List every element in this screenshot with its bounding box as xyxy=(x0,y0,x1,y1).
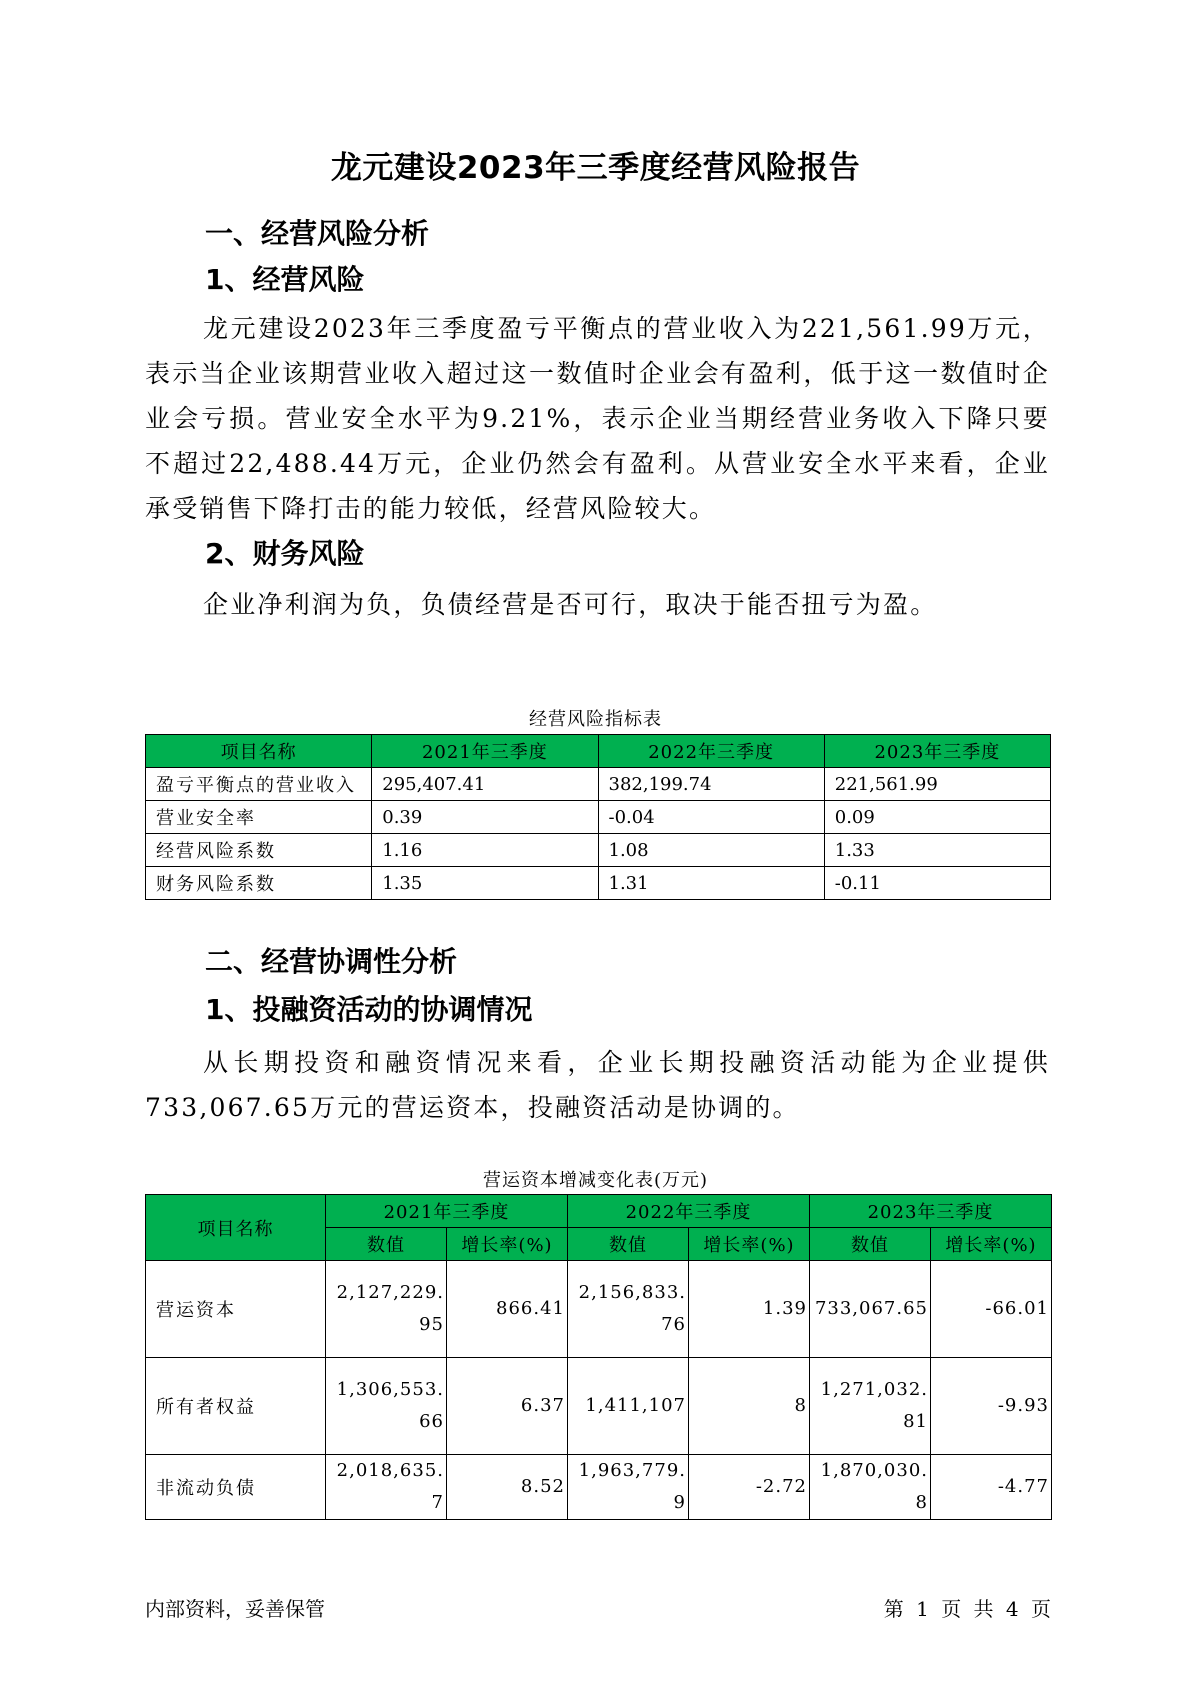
table-header-cell: 2022年三季度 xyxy=(598,735,824,768)
table-cell: 1.39 xyxy=(689,1261,810,1358)
table-header-cell: 项目名称 xyxy=(146,735,372,768)
table-cell: -2.72 xyxy=(689,1455,810,1520)
table-header-cell: 数值 xyxy=(326,1228,447,1261)
working-capital-table-caption: 营运资本增减变化表(万元) xyxy=(482,1170,709,1191)
table-row xyxy=(146,801,1051,834)
table-cell: -4.77 xyxy=(931,1455,1052,1520)
table-row xyxy=(146,1261,1052,1358)
table-row xyxy=(146,1455,1052,1520)
table-row xyxy=(146,1358,1052,1455)
table-header-cell: 数值 xyxy=(568,1228,689,1261)
table-cell: 1,963,779.9 xyxy=(568,1455,689,1520)
financing-paragraph: 从长期投资和融资情况来看，企业长期投融资活动能为企业提供733,067.65万元的营运资本，投融资活动是协调的。 xyxy=(145,1048,1050,1122)
risk-table-caption: 经营风险指标表 xyxy=(529,709,662,730)
table-cell: 非流动负债 xyxy=(146,1455,326,1520)
table-cell: 866.41 xyxy=(447,1261,568,1358)
risk-indicator-table xyxy=(145,734,1051,900)
table-header-cell: 2021年三季度 xyxy=(372,735,598,768)
table-header-cell: 2022年三季度 xyxy=(568,1195,810,1228)
operating-risk-paragraph: 龙元建设2023年三季度盈亏平衡点的营业收入为221,561.99万元，表示当企业该期营业收入超过这一数值时企业会有盈利，低于这一数值时企业会亏损。营业安全水平为9.21%，表示企业当期经营业务收入下降只要不超过22,488.44万元，企业仍然会有盈利。从营业安全水平来看，企业承受销售下降打击的能力较低，经营风险较大。 xyxy=(145,314,1050,523)
table-cell: 营运资本 xyxy=(146,1261,326,1358)
table-cell: -66.01 xyxy=(931,1261,1052,1358)
table-row xyxy=(146,768,1051,801)
section2-sub1-heading: 1、投融资活动的协调情况 xyxy=(205,993,533,1026)
table-cell: 6.37 xyxy=(447,1358,568,1455)
table-cell: 2,127,229.95 xyxy=(326,1261,447,1358)
table-cell: 1.33 xyxy=(824,834,1050,867)
table-header-cell: 2023年三季度 xyxy=(824,735,1050,768)
table-cell: 所有者权益 xyxy=(146,1358,326,1455)
table-header-cell: 数值 xyxy=(810,1228,931,1261)
table-cell: 盈亏平衡点的营业收入 xyxy=(146,768,372,801)
footer-confidential-note: 内部资料，妥善保管 xyxy=(145,1597,325,1621)
table-cell: 0.39 xyxy=(372,801,598,834)
table-header-cell: 增长率(%) xyxy=(931,1228,1052,1261)
table-header-cell: 2021年三季度 xyxy=(326,1195,568,1228)
section1-heading: 一、经营风险分析 xyxy=(205,217,430,250)
section1-sub1-heading: 1、经营风险 xyxy=(205,263,365,296)
table-cell: 营业安全率 xyxy=(146,801,372,834)
table-cell: 221,561.99 xyxy=(824,768,1050,801)
table-header-cell: 增长率(%) xyxy=(447,1228,568,1261)
table-header-row xyxy=(146,735,1051,768)
table-cell: 382,199.74 xyxy=(598,768,824,801)
table-cell: 1.35 xyxy=(372,867,598,900)
report-title: 龙元建设2023年三季度经营风险报告 xyxy=(330,150,861,186)
table-cell: 1.08 xyxy=(598,834,824,867)
table-header-cell: 2023年三季度 xyxy=(810,1195,1052,1228)
table-cell: 0.09 xyxy=(824,801,1050,834)
table-cell: 1.16 xyxy=(372,834,598,867)
table-cell: 1,870,030.8 xyxy=(810,1455,931,1520)
table-header-cell: 项目名称 xyxy=(146,1195,326,1261)
footer-page-number: 第 1 页 共 4 页 xyxy=(883,1597,1051,1621)
section1-sub2-heading: 2、财务风险 xyxy=(205,537,365,570)
financial-risk-paragraph: 企业净利润为负，负债经营是否可行，取决于能否扭亏为盈。 xyxy=(203,590,938,619)
table-cell: 1.31 xyxy=(598,867,824,900)
table-cell: 1,271,032.81 xyxy=(810,1358,931,1455)
working-capital-table xyxy=(145,1194,1052,1520)
table-row xyxy=(146,867,1051,900)
table-cell: 8.52 xyxy=(447,1455,568,1520)
table-cell: -9.93 xyxy=(931,1358,1052,1455)
table-cell: -0.11 xyxy=(824,867,1050,900)
table-cell: 733,067.65 xyxy=(810,1261,931,1358)
table-cell: 1,411,107 xyxy=(568,1358,689,1455)
table-cell: 2,018,635.7 xyxy=(326,1455,447,1520)
table-cell: 8 xyxy=(689,1358,810,1455)
table-cell: -0.04 xyxy=(598,801,824,834)
section2-heading: 二、经营协调性分析 xyxy=(205,945,458,978)
table-cell: 1,306,553.66 xyxy=(326,1358,447,1455)
table-header-cell: 增长率(%) xyxy=(689,1228,810,1261)
table-header-row xyxy=(146,1195,1052,1228)
table-cell: 2,156,833.76 xyxy=(568,1261,689,1358)
table-cell: 295,407.41 xyxy=(372,768,598,801)
table-row xyxy=(146,834,1051,867)
table-cell: 财务风险系数 xyxy=(146,867,372,900)
table-cell: 经营风险系数 xyxy=(146,834,372,867)
